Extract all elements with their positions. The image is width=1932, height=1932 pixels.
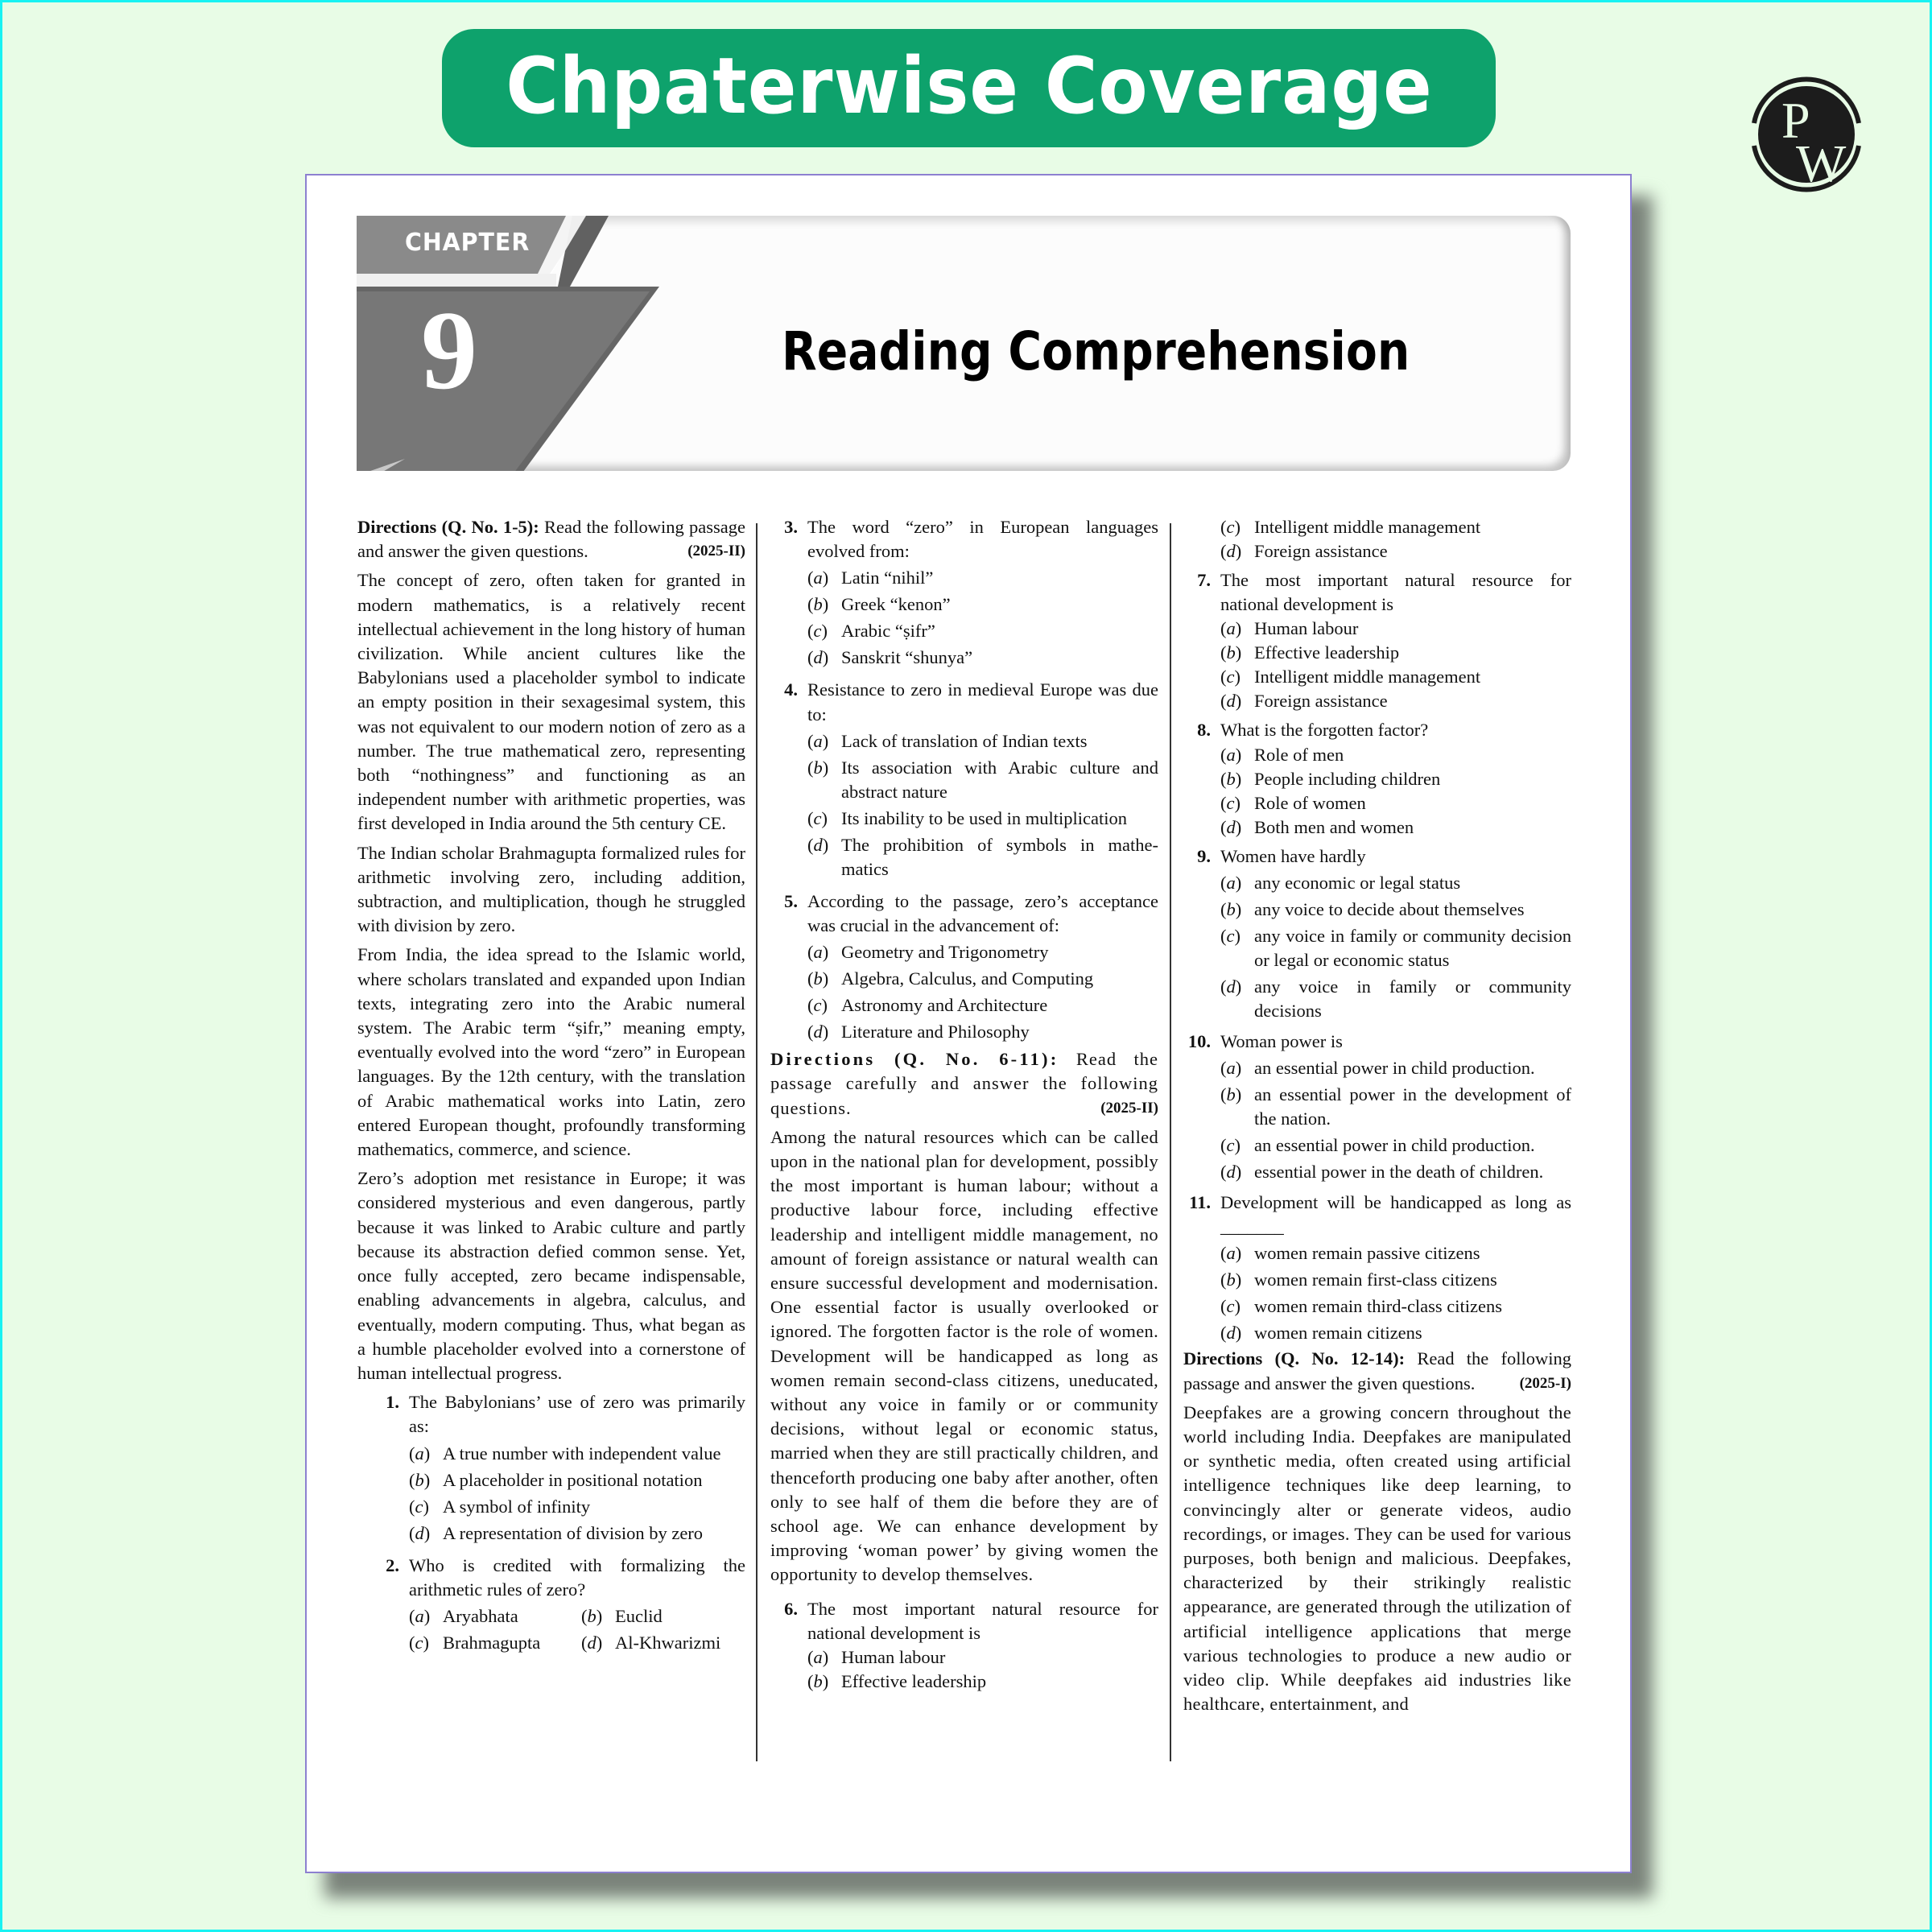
exam-year: (2025-II) bbox=[1100, 1099, 1158, 1117]
option[interactable]: (b) Euclid bbox=[581, 1605, 663, 1626]
question-11: 11. Development will be handicapped as long as _______ bbox=[1189, 1192, 1571, 1237]
option[interactable]: (a) Human labour bbox=[807, 1647, 946, 1668]
option[interactable]: (d) essential power in the death of children. bbox=[1220, 1162, 1544, 1183]
column-divider bbox=[1170, 523, 1171, 1761]
option[interactable]: (d) Sanskrit “shunya” bbox=[807, 647, 973, 668]
question-3: 3. The word “zero” in European languages evolved from: bbox=[784, 517, 1158, 562]
question-8: 8. What is the forgotten factor? bbox=[1197, 720, 1429, 741]
option[interactable]: (a) A true number with independent value bbox=[409, 1443, 721, 1463]
option[interactable]: (a) Latin “nihil” bbox=[807, 568, 934, 588]
option[interactable]: (a) Human labour bbox=[1220, 618, 1359, 639]
option[interactable]: (d) any voice in family or community decisions bbox=[1220, 976, 1571, 1021]
option[interactable]: (d) Literature and Philosophy bbox=[807, 1022, 1030, 1042]
question-2-options bbox=[357, 1602, 745, 1655]
chapter-banner bbox=[357, 216, 1571, 471]
question-4-options bbox=[770, 729, 1158, 881]
passage-paragraph: The Indian scholar Brahmagupta formalized rules for arithmetic involving zero, including addition, subtraction, and multiplication, though he struggled with division by zero. bbox=[357, 842, 745, 936]
question-7-options bbox=[1183, 617, 1571, 713]
option[interactable]: (c) Brahmagupta bbox=[409, 1632, 541, 1653]
option[interactable]: (d) Both men and women bbox=[1220, 816, 1414, 837]
option[interactable]: (c) an essential power in child production. bbox=[1220, 1135, 1535, 1156]
option[interactable]: (b) Its association with Arabic culture and abstract nature bbox=[807, 757, 1158, 802]
column-3 bbox=[1183, 515, 1571, 1721]
exam-year: (2025-II) bbox=[687, 543, 745, 560]
option[interactable]: (d) Foreign assistance bbox=[1220, 541, 1388, 561]
question-9: 9. Women have hardly bbox=[1197, 845, 1366, 866]
option[interactable]: (c) A symbol of infinity bbox=[409, 1496, 591, 1517]
option[interactable]: (c) Intelligent middle management bbox=[1220, 517, 1481, 537]
option[interactable]: (b) Effective leadership bbox=[1220, 642, 1400, 663]
option[interactable]: (c) Astronomy and Architecture bbox=[807, 995, 1048, 1016]
option[interactable]: (a) any economic or legal status bbox=[1220, 872, 1461, 893]
directions-q6-11: Directions (Q. No. 6-11): Read the passage carefully and answer the following questions. (2025-II) bbox=[770, 1047, 1158, 1121]
option[interactable]: (a) an essential power in child production. bbox=[1220, 1058, 1535, 1079]
option[interactable]: (a) Aryabhata bbox=[409, 1605, 518, 1626]
directions-q1-5: Directions (Q. No. 1-5): Read the following passage and answer the given questions. (2025-II) bbox=[357, 515, 745, 564]
badge-title: Chpaterwise Coverage bbox=[505, 40, 1433, 131]
column-2 bbox=[770, 515, 1158, 1694]
option[interactable]: (c) women remain third-class citizens bbox=[1220, 1296, 1503, 1317]
option[interactable]: (c) Arabic “ṣifr” bbox=[807, 621, 935, 642]
option[interactable]: (b) Greek “kenon” bbox=[807, 594, 951, 615]
column-1 bbox=[357, 515, 745, 1655]
directions-q12-14: Directions (Q. No. 12-14): Read the following passage and answer the given questions. (2025-I) bbox=[1183, 1347, 1571, 1395]
option[interactable]: (b) women remain first-class citizens bbox=[1220, 1269, 1497, 1290]
question-2: 2. Who is credited with formalizing the arithmetic rules of zero? bbox=[386, 1554, 745, 1600]
option[interactable]: (b) Algebra, Calculus, and Computing bbox=[807, 968, 1094, 989]
option[interactable]: (a) Role of men bbox=[1220, 744, 1344, 765]
question-6: 6. The most important natural resource for national development is bbox=[784, 1598, 1158, 1643]
question-1-options bbox=[357, 1442, 745, 1546]
question-4: 4. Resistance to zero in medieval Europe was due to: bbox=[784, 679, 1158, 724]
svg-text:W: W bbox=[1796, 134, 1847, 192]
question-7: 7. The most important natural resource for national development is bbox=[1197, 570, 1571, 615]
exam-year: (2025-I) bbox=[1519, 1374, 1571, 1392]
option[interactable]: (d) Al-Khwarizmi bbox=[581, 1632, 721, 1653]
question-6-options-continued bbox=[1183, 515, 1571, 564]
question-5: 5. According to the passage, zero’s acceptance was crucial in the advancement of: bbox=[784, 890, 1158, 936]
chapter-number: 9 bbox=[421, 288, 477, 413]
option[interactable]: (d) The prohibition of symbols in mathe-matics bbox=[807, 834, 1158, 879]
passage-paragraph: From India, the idea spread to the Islamic world, where scholars translated and expanded upon Indian texts, integrating zero into the Arabic numeral system. The Arabic term “ṣifr,” meaning empty, eventually evolved into the word “zero” in European languages. By the 12th century, with the translation of Arabic mathematical works into Latin, zero entered European thought, profoundly transforming mathematics, commerce, and science. bbox=[357, 944, 745, 1160]
question-5-options bbox=[770, 940, 1158, 1044]
option[interactable]: (d) Foreign assistance bbox=[1220, 691, 1388, 712]
question-10: 10. Woman power is bbox=[1187, 1030, 1343, 1051]
chapter-label: CHAPTER bbox=[405, 229, 530, 257]
option[interactable]: (a) Lack of translation of Indian texts bbox=[807, 730, 1088, 751]
book-page bbox=[305, 174, 1632, 1873]
passage-paragraph: Deepfakes are a growing concern throughout the world including India. Deepfakes are manipulated or synthetic media, often created using artificial intelligence techniques like deep learning, to convincingly alter or generate videos, audio recordings, or images. They can be used for various purposes, both benign and malicious. Deepfakes, characterized by their strikingly realistic appearance, are generated through the utilization of artificial intelligence applications that merge various technologies to produce a new audio or video clip. While deepfakes aid industries like healthcare, entertainment, and bbox=[1183, 1402, 1571, 1715]
option[interactable]: (b) Effective leadership bbox=[807, 1671, 987, 1692]
chapter-title: Reading Comprehension bbox=[782, 320, 1410, 382]
question-11-options bbox=[1183, 1241, 1571, 1345]
option[interactable]: (d) women remain citizens bbox=[1220, 1323, 1422, 1344]
option[interactable]: (b) any voice to decide about themselves bbox=[1220, 898, 1525, 919]
question-1: 1. The Babylonians’ use of zero was primarily as: bbox=[386, 1392, 745, 1437]
option[interactable]: (c) Role of women bbox=[1220, 792, 1366, 813]
option[interactable]: (c) Its inability to be used in multiplication bbox=[807, 807, 1127, 828]
passage-paragraph: Among the natural resources which can be called upon in the national plan for development, possibly the most important is human labour; without a productive labour force, including effective leadership and intelligent middle management, no amount of foreign assistance or natural wealth can ensure successful development and modernisation. One essential factor is usually overlooked or ignored. The forgotten factor is the role of women. Development will be handicapped as long as women remain second-class citizens, uneducated, without any voice in family or or community decisions, without legal or economic status, married when they are still practically children, and thenceforth producing one baby after another, often only to see half of them die before they are of school age. We can enhance development by improving ‘woman power’ by giving women the opportunity to develop themselves. bbox=[770, 1126, 1158, 1585]
question-9-options bbox=[1183, 871, 1571, 1023]
column-divider bbox=[756, 523, 758, 1761]
svg-text:P: P bbox=[1781, 92, 1810, 149]
option[interactable]: (b) A placeholder in positional notation bbox=[409, 1469, 703, 1490]
pw-logo-icon bbox=[1748, 75, 1865, 192]
option[interactable]: (c) any voice in family or community decision or legal or economic status bbox=[1220, 925, 1571, 970]
question-10-options bbox=[1183, 1056, 1571, 1184]
option[interactable]: (d) A representation of division by zero bbox=[409, 1522, 704, 1543]
passage-paragraph: The concept of zero, often taken for granted in modern mathematics, is a relatively recent intellectual achievement in the long history of human civilization. While ancient cultures like the Babylonians used a placeholder symbol to indicate an empty position in their sexagesimal system, this was not equivalent to our modern notion of zero as a number. The true mathematical zero, representing both “nothingness” and functioning as an independent number with arithmetic properties, was first developed in India around the 5th century CE. bbox=[357, 570, 745, 834]
question-3-options bbox=[770, 566, 1158, 670]
option[interactable]: (b) People including children bbox=[1220, 768, 1441, 789]
option[interactable]: (c) Intelligent middle management bbox=[1220, 667, 1481, 687]
passage-paragraph: Zero’s adoption met resistance in Europe; it was considered mysterious and even dangerous, partly because it was linked to Arabic culture and partly because its abstraction defied common sense. Yet, once fully accepted, zero became indispensable, enabling advancements in algebra, calculus, and eventually, modern computing. Thus, what began as a humble placeholder evolved into a cornerstone of human intellectual progress. bbox=[357, 1168, 745, 1383]
option[interactable]: (b) an essential power in the development of the nation. bbox=[1220, 1084, 1571, 1129]
option[interactable]: (a) Geometry and Trigonometry bbox=[807, 942, 1049, 963]
chapterwise-coverage-badge bbox=[442, 29, 1496, 147]
question-8-options bbox=[1183, 743, 1571, 840]
option[interactable]: (a) women remain passive citizens bbox=[1220, 1243, 1480, 1264]
question-6-options bbox=[770, 1645, 1158, 1694]
